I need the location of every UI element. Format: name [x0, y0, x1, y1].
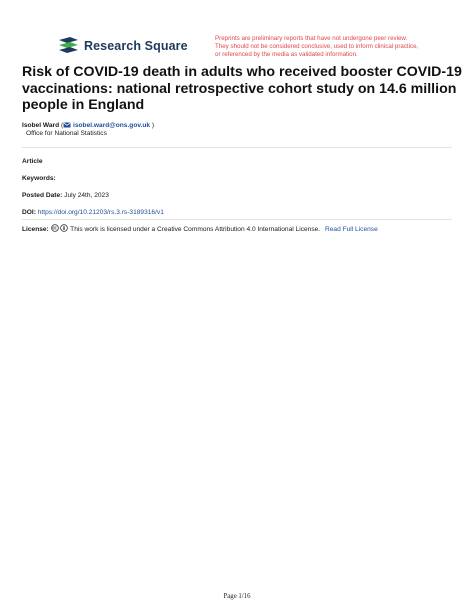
license-row	[22, 224, 378, 234]
divider	[22, 147, 452, 148]
attribution-icon	[60, 224, 68, 232]
doi-row	[22, 208, 164, 217]
author-affiliation: Office for National Statistics	[26, 130, 107, 137]
read-full-license-link[interactable]: Read Full License	[324, 226, 378, 233]
email-close-paren: )	[151, 122, 155, 129]
page-number: Page 1/16	[223, 593, 251, 600]
doi-link[interactable]: https://doi.org/10.21203/rs.3.rs-3189316/v1	[37, 209, 164, 216]
posted-date-label: Posted Date:	[22, 192, 63, 199]
email-open-paren: (	[60, 122, 64, 129]
keywords-label: Keywords:	[22, 175, 56, 182]
page-header	[0, 0, 474, 64]
author-name: Isobel Ward	[22, 122, 60, 129]
preprint-notice	[215, 35, 455, 60]
creative-commons-icon	[51, 224, 59, 232]
license-text: This work is licensed under a Creative Commons Attribution 4.0 International License.	[70, 226, 321, 233]
license-label: License:	[22, 226, 49, 233]
divider	[22, 219, 452, 220]
notice-line: They should not be considered conclusive, used to inform clinical practice,	[215, 43, 419, 51]
mail-icon	[60, 122, 71, 129]
notice-line: Preprints are preliminary reports that have not undergone peer review.	[215, 35, 408, 42]
research-square-logo[interactable]	[57, 37, 188, 55]
author-email-link[interactable]: isobel.ward@ons.gov.uk	[73, 122, 151, 129]
doi-label: DOI:	[22, 209, 36, 216]
posted-date-row	[22, 191, 109, 200]
article-type: Article	[22, 158, 43, 165]
keywords-row	[22, 174, 56, 183]
author-line	[22, 121, 154, 130]
research-square-logo-icon	[57, 37, 79, 55]
notice-line: or referenced by the media as validated information.	[215, 51, 358, 59]
logo-text: Research Square	[84, 39, 188, 53]
paper-title: Risk of COVID-19 death in adults who received booster COVID-19 vaccinations: national retrospective cohort study on 14.6 million people in England	[22, 64, 462, 113]
posted-date-value: July 24th, 2023	[64, 192, 109, 199]
